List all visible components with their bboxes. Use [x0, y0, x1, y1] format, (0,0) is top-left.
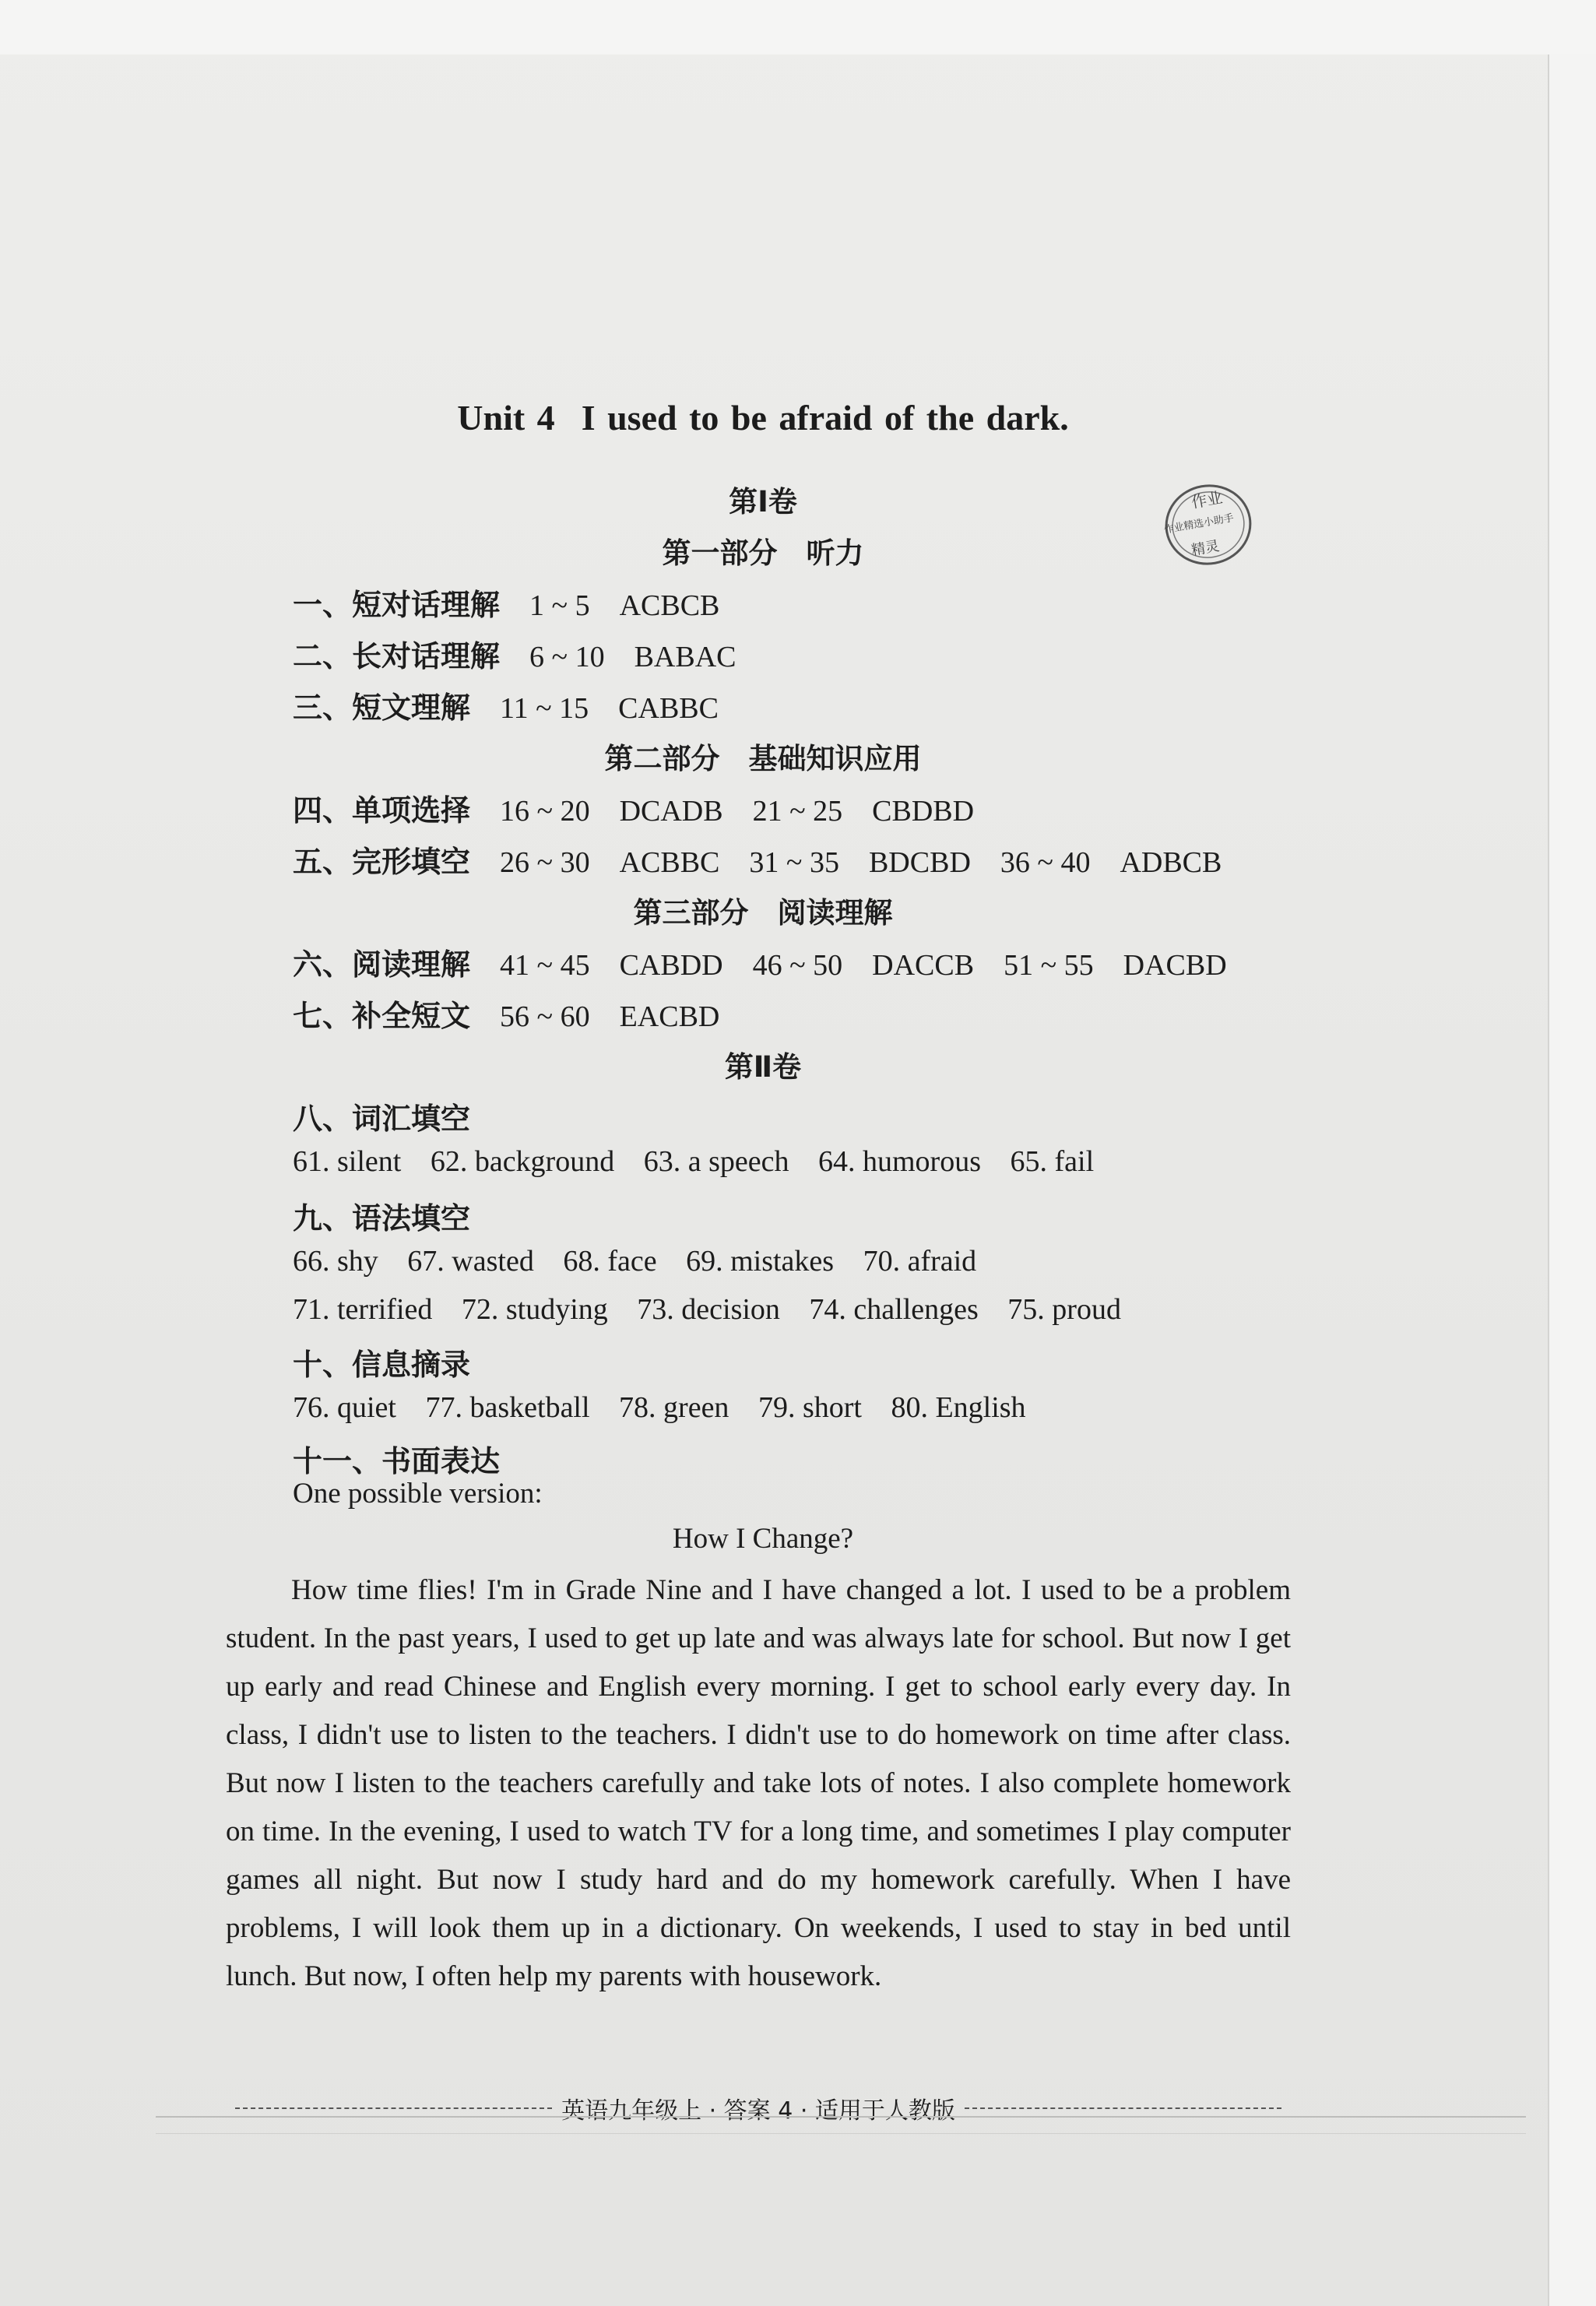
unit-heading: I used to be afraid of the dark.	[581, 398, 1069, 438]
volume-2-heading: 第Ⅱ卷	[724, 1050, 802, 1084]
info-answer: 77. basketball	[425, 1391, 590, 1424]
unit-number: Unit 4	[457, 398, 555, 438]
grammar-answer: 72. studying	[461, 1293, 608, 1326]
grammar-answer: 70. afraid	[863, 1245, 977, 1278]
unit-title	[0, 397, 1526, 438]
grammar-answer: 69. mistakes	[686, 1245, 835, 1278]
section-label: 一、短对话理解	[293, 588, 501, 622]
grammar-answer: 74. challenges	[809, 1293, 979, 1326]
grammar-answer: 75. proud	[1007, 1293, 1121, 1326]
essay-intro: One possible version:	[293, 1478, 543, 1510]
answer-text: 16 ~ 20 DCADB 21 ~ 25 CBDBD	[500, 795, 975, 828]
section-9-answers-row-1	[293, 1244, 998, 1278]
section-label: 六、阅读理解	[293, 947, 471, 982]
grammar-answer: 71. terrified	[293, 1293, 433, 1326]
essay-title: How I Change?	[672, 1523, 854, 1555]
footer-text: 英语九年级上 · 答案 4 · 适用于人教版	[561, 2097, 955, 2125]
answer-text: 26 ~ 30 ACBBC 31 ~ 35 BDCBD 36 ~ 40 ADBCB	[500, 846, 1222, 879]
section-8-heading: 八、词汇填空	[293, 1102, 471, 1136]
info-answer: 79. short	[758, 1391, 862, 1424]
vocab-answer: 64. humorous	[817, 1145, 981, 1178]
page-footer	[226, 2085, 1291, 2132]
vocab-answer: 61. silent	[293, 1145, 402, 1178]
answer-row	[293, 992, 719, 1035]
vocab-answer: 62. background	[430, 1145, 615, 1178]
answer-row	[293, 838, 1222, 881]
section-label: 七、补全短文	[293, 999, 471, 1033]
answer-text: 1 ~ 5 ACBCB	[529, 589, 720, 622]
essay-body: How time flies! I'm in Grade Nine and I have changed a lot. I used to be a problem student. In the past years, I used to get up late and was always late for school. But now I get up early and read Chinese and English every morning. I get to school early every day. In class, I didn't use to listen to the teachers. I didn't use to do homework on time after class. But now I listen to the teachers carefully and take lots of notes. I also complete homework on time. In the evening, I used to watch TV for a long time, and sometimes I play computer games all night. But now I study hard and do my homework carefully. When I have problems, I will look them up in a dictionary. On weekends, I used to stay in bed until lunch. But now, I often help my parents with housework.	[226, 1574, 1291, 1992]
section-label: 二、长对话理解	[293, 639, 501, 673]
answer-row	[293, 940, 1227, 983]
footer-rule-thin	[156, 2133, 1526, 2134]
answer-text: 56 ~ 60 EACBD	[500, 1000, 720, 1033]
answer-row	[293, 684, 719, 726]
footer-dash-right	[965, 2107, 1281, 2109]
part-1-heading: 第一部分 听力	[662, 536, 864, 570]
grammar-answer: 73. decision	[637, 1293, 780, 1326]
section-10-answers	[293, 1390, 1048, 1425]
info-answer: 78. green	[619, 1391, 729, 1424]
part-3-heading: 第三部分 阅读理解	[633, 896, 893, 930]
page-top-margin	[0, 0, 1596, 54]
section-label: 三、短文理解	[293, 691, 471, 725]
volume-1-heading: 第Ⅰ卷	[729, 485, 797, 518]
answer-text: 11 ~ 15 CABBC	[500, 692, 719, 725]
section-8-answers	[293, 1144, 1116, 1179]
answer-row	[293, 632, 736, 675]
footer-rule	[156, 2116, 1526, 2118]
stamp-text-middle: 作业精选小助手	[1162, 512, 1235, 536]
vocab-answer: 65. fail	[1010, 1145, 1095, 1178]
grammar-answer: 66. shy	[293, 1245, 378, 1278]
stamp-text-bottom: 精灵	[1190, 538, 1221, 559]
footer-dash-left	[235, 2107, 552, 2109]
section-10-heading: 十、信息摘录	[293, 1348, 471, 1382]
answer-text: 41 ~ 45 CABDD 46 ~ 50 DACCB 51 ~ 55 DACBD	[500, 949, 1227, 982]
section-label: 五、完形填空	[293, 845, 471, 879]
section-label: 四、单项选择	[293, 793, 471, 828]
section-9-heading: 九、语法填空	[293, 1201, 471, 1236]
info-answer: 76. quiet	[293, 1391, 396, 1424]
section-11-heading: 十一、书面表达	[293, 1444, 501, 1478]
grammar-answer: 67. wasted	[407, 1245, 534, 1278]
part-2-heading: 第二部分 基础知识应用	[604, 742, 922, 775]
stamp-text-top: 作业	[1190, 487, 1225, 512]
info-answer: 80. English	[891, 1391, 1026, 1424]
page-right-edge	[1548, 54, 1596, 2306]
grammar-answer: 68. face	[563, 1245, 657, 1278]
answer-row	[293, 786, 974, 829]
answer-row	[293, 581, 719, 624]
section-9-answers-row-2	[293, 1292, 1143, 1327]
answer-text: 6 ~ 10 BABAC	[529, 641, 736, 673]
vocab-answer: 63. a speech	[643, 1145, 789, 1178]
